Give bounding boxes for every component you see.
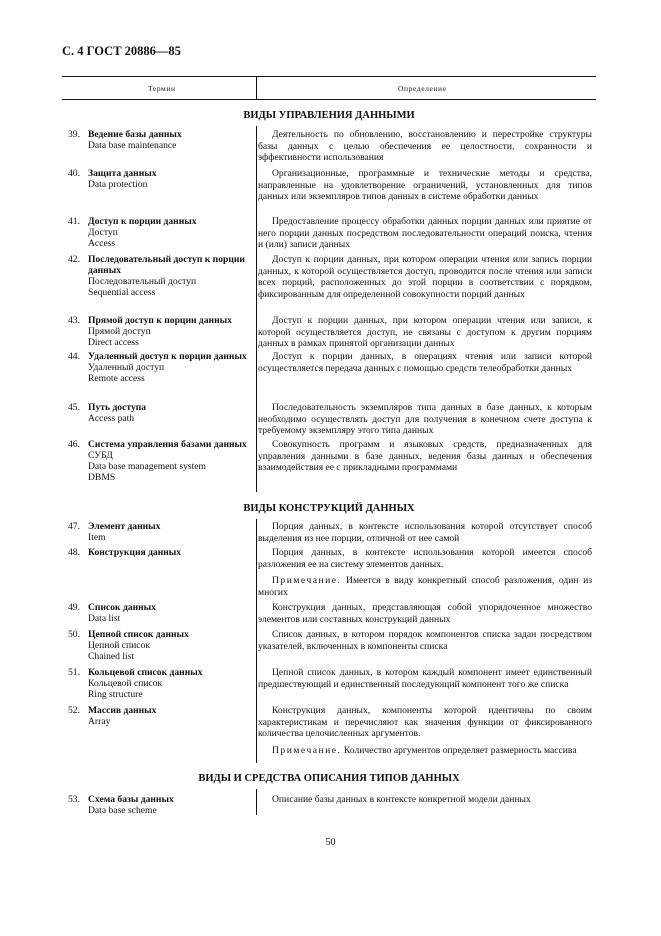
term-entry (68, 521, 248, 543)
definition-text: Последовательность экземпляров типа данных в базе данных, к которым необходимо осуществлять доступ для получения в конечном счете доступа к требуемому экземпляру этого типа данных (258, 402, 592, 437)
term-synonym: Remote access (88, 373, 145, 384)
term-entry (68, 629, 248, 662)
term-synonym: Access path (88, 413, 135, 424)
definition-text: Доступ к порции данных, в операциях чтения или записи которой осуществляется передача данных с помощью средств телеобработки данных (258, 351, 592, 374)
definition-cell (258, 547, 592, 598)
term-number: 40. (68, 168, 80, 179)
term-title: Список данных (88, 602, 156, 613)
definition-text: Список данных, в котором порядок компонентов списка задан посредством указателей, включенных в компоненты списка (258, 629, 592, 652)
definition-text: Описание базы данных в контексте конкретной модели данных (272, 794, 531, 805)
term-number: 50. (68, 629, 80, 640)
definition-cell (258, 402, 592, 437)
definition-text: Доступ к порции данных, при котором операции чтения или записи, к которой осуществляется доступ, не связаны с доступом к другим порциям данных в рамках принятой организации данных (258, 315, 592, 350)
section-title-data-management: ВИДЫ УПРАВЛЕНИЯ ДАННЫМИ (243, 110, 415, 121)
term-synonym: Data base maintenance (88, 140, 177, 151)
page-header: С. 4 ГОСТ 20886—85 (62, 44, 181, 58)
definition-cell (258, 629, 592, 652)
definition-cell (258, 794, 592, 806)
term-title: Кольцевой список данных (88, 667, 203, 678)
column-header-definition: Определение (398, 84, 447, 93)
definition-cell (258, 168, 592, 203)
term-synonym: Цепной список (88, 640, 151, 651)
definition-note (258, 745, 592, 757)
term-number: 46. (68, 439, 80, 450)
definition-cell (258, 705, 592, 756)
column-divider-header (256, 77, 257, 99)
definition-cell (258, 254, 592, 300)
term-title: Система управления базами данных (88, 439, 247, 450)
term-entry (68, 168, 248, 190)
term-title: Схема базы данных (88, 794, 174, 805)
term-synonym: Data list (88, 613, 121, 624)
page-number: 50 (325, 837, 336, 848)
term-synonym: Item (88, 532, 106, 543)
term-title: Последовательный доступ к порции данных (88, 254, 245, 276)
term-number: 45. (68, 402, 80, 413)
term-number: 39. (68, 129, 80, 140)
definition-note (258, 575, 592, 598)
definition-cell (258, 129, 592, 164)
term-number: 42. (68, 254, 80, 265)
term-entry (68, 216, 248, 249)
term-synonym: СУБД (88, 450, 113, 461)
definition-cell (258, 439, 592, 474)
definition-text: Цепной список данных, в котором каждый компонент имеет единственный предшествующий и единственный последующий компонент того же списка (258, 667, 592, 690)
term-number: 51. (68, 667, 80, 678)
definition-cell (258, 667, 592, 690)
definition-text: Конструкция данных, представляющая собой упорядоченное множество элементов или составных конструкций данных (258, 602, 592, 625)
term-entry (68, 351, 248, 384)
term-synonym: Ring structure (88, 689, 143, 700)
term-entry (68, 705, 248, 727)
term-number: 49. (68, 602, 80, 613)
term-number: 47. (68, 521, 80, 532)
term-synonym: Chained list (88, 651, 135, 662)
note-text: Имеется в виду конкретный способ разложения, один из многих (258, 575, 592, 598)
term-entry (68, 794, 248, 816)
definition-text: Организационные, программные и технические методы и средства, направленные на удовлетворение ограничений, установленных для типов данных или экземпляров типов данных в системе обработки данных (258, 168, 592, 203)
term-title: Защита данных (88, 168, 157, 179)
note-text: Количество аргументов определяет размерность массива (341, 744, 577, 756)
section-title-data-type-description: ВИДЫ И СРЕДСТВА ОПИСАНИЯ ТИПОВ ДАННЫХ (198, 773, 460, 784)
table-top-rule (62, 76, 596, 77)
table-header-rule (62, 99, 596, 100)
term-synonym: Удаленный доступ (88, 362, 165, 373)
term-number: 48. (68, 547, 80, 558)
term-entry (68, 402, 248, 424)
column-divider-section-2 (256, 519, 257, 763)
column-divider-section-3 (256, 789, 257, 815)
definition-cell (258, 602, 592, 625)
definition-text: Порция данных, в контексте использования которой отсутствует способ выделения из нее порции, отличной от нее самой (258, 521, 592, 544)
term-synonym: DBMS (88, 472, 116, 483)
term-synonym: Кольцевой список (88, 678, 163, 689)
term-synonym: Data base scheme (88, 805, 157, 816)
term-title: Конструкция данных (88, 547, 182, 558)
term-synonym: Direct access (88, 337, 139, 348)
term-title: Прямой доступ к порции данных (88, 315, 232, 326)
term-number: 43. (68, 315, 80, 326)
term-entry (68, 547, 248, 558)
definition-cell (258, 521, 592, 544)
term-synonym: Последовательный доступ (88, 276, 197, 287)
definition-cell (258, 351, 592, 374)
term-synonym: Sequential access (88, 287, 156, 298)
term-title: Удаленный доступ к порции данных (88, 351, 247, 362)
term-title: Путь доступа (88, 402, 147, 413)
term-synonym: Data base management system (88, 461, 207, 472)
term-synonym: Access (88, 238, 116, 249)
column-header-term: Термин (148, 84, 176, 93)
section-title-data-structures: ВИДЫ КОНСТРУКЦИЙ ДАННЫХ (243, 503, 415, 514)
note-label: Примечание. (272, 744, 342, 756)
term-entry (68, 667, 248, 700)
term-title: Элемент данных (88, 521, 161, 532)
term-entry (68, 439, 248, 483)
column-divider-section-1 (256, 126, 257, 492)
definition-text: Совокупность программ и языковых средств, предназначенных для управления данными в базе данных, ведения базы данных и обеспечения взаимодействия ее с прикладными программами (258, 439, 592, 474)
term-number: 41. (68, 216, 80, 227)
term-entry (68, 315, 248, 348)
term-entry (68, 602, 248, 624)
term-title: Ведение базы данных (88, 129, 182, 140)
term-number: 52. (68, 705, 80, 716)
definition-text: Деятельность по обновлению, восстановлению и перестройке структуры базы данных с целью обеспечения ее целостности, сохранности и эффективности использования (258, 129, 592, 164)
definition-cell (258, 315, 592, 350)
term-title: Массив данных (88, 705, 157, 716)
definition-text: Доступ к порции данных, при котором операции чтения или запись порции данных, к которой осуществляется доступ, проводится после чтения или записи всех порций, расположенных до этой порции в соответствии с порядком, фиксированным для определенной совокупности порций данных (258, 254, 592, 300)
term-title: Доступ к порции данных (88, 216, 197, 227)
term-number: 53. (68, 794, 80, 805)
term-title: Цепной список данных (88, 629, 189, 640)
term-synonym: Доступ (88, 227, 118, 238)
term-entry (68, 254, 248, 298)
term-entry (68, 129, 248, 151)
definition-text: Порция данных, в контексте использования которой имеется способ разложения ее на систему элементов данных. (258, 547, 592, 570)
definition-text: Предоставление процессу обработки данных порции данных или приятие от него порции данных посредством последовательности операций поиска, чтения и (или) записи данных (258, 216, 592, 251)
term-synonym: Array (88, 716, 111, 727)
term-number: 44. (68, 351, 80, 362)
note-label: Примечание. (272, 575, 342, 587)
definition-text: Конструкция данных, компоненты которой идентичны по своим характеристикам и перечисляют как значения функции от фиксированного количества целочисленных аргументов. (258, 705, 592, 740)
definition-cell (258, 216, 592, 251)
term-synonym: Прямой доступ (88, 326, 151, 337)
term-synonym: Data protection (88, 179, 148, 190)
